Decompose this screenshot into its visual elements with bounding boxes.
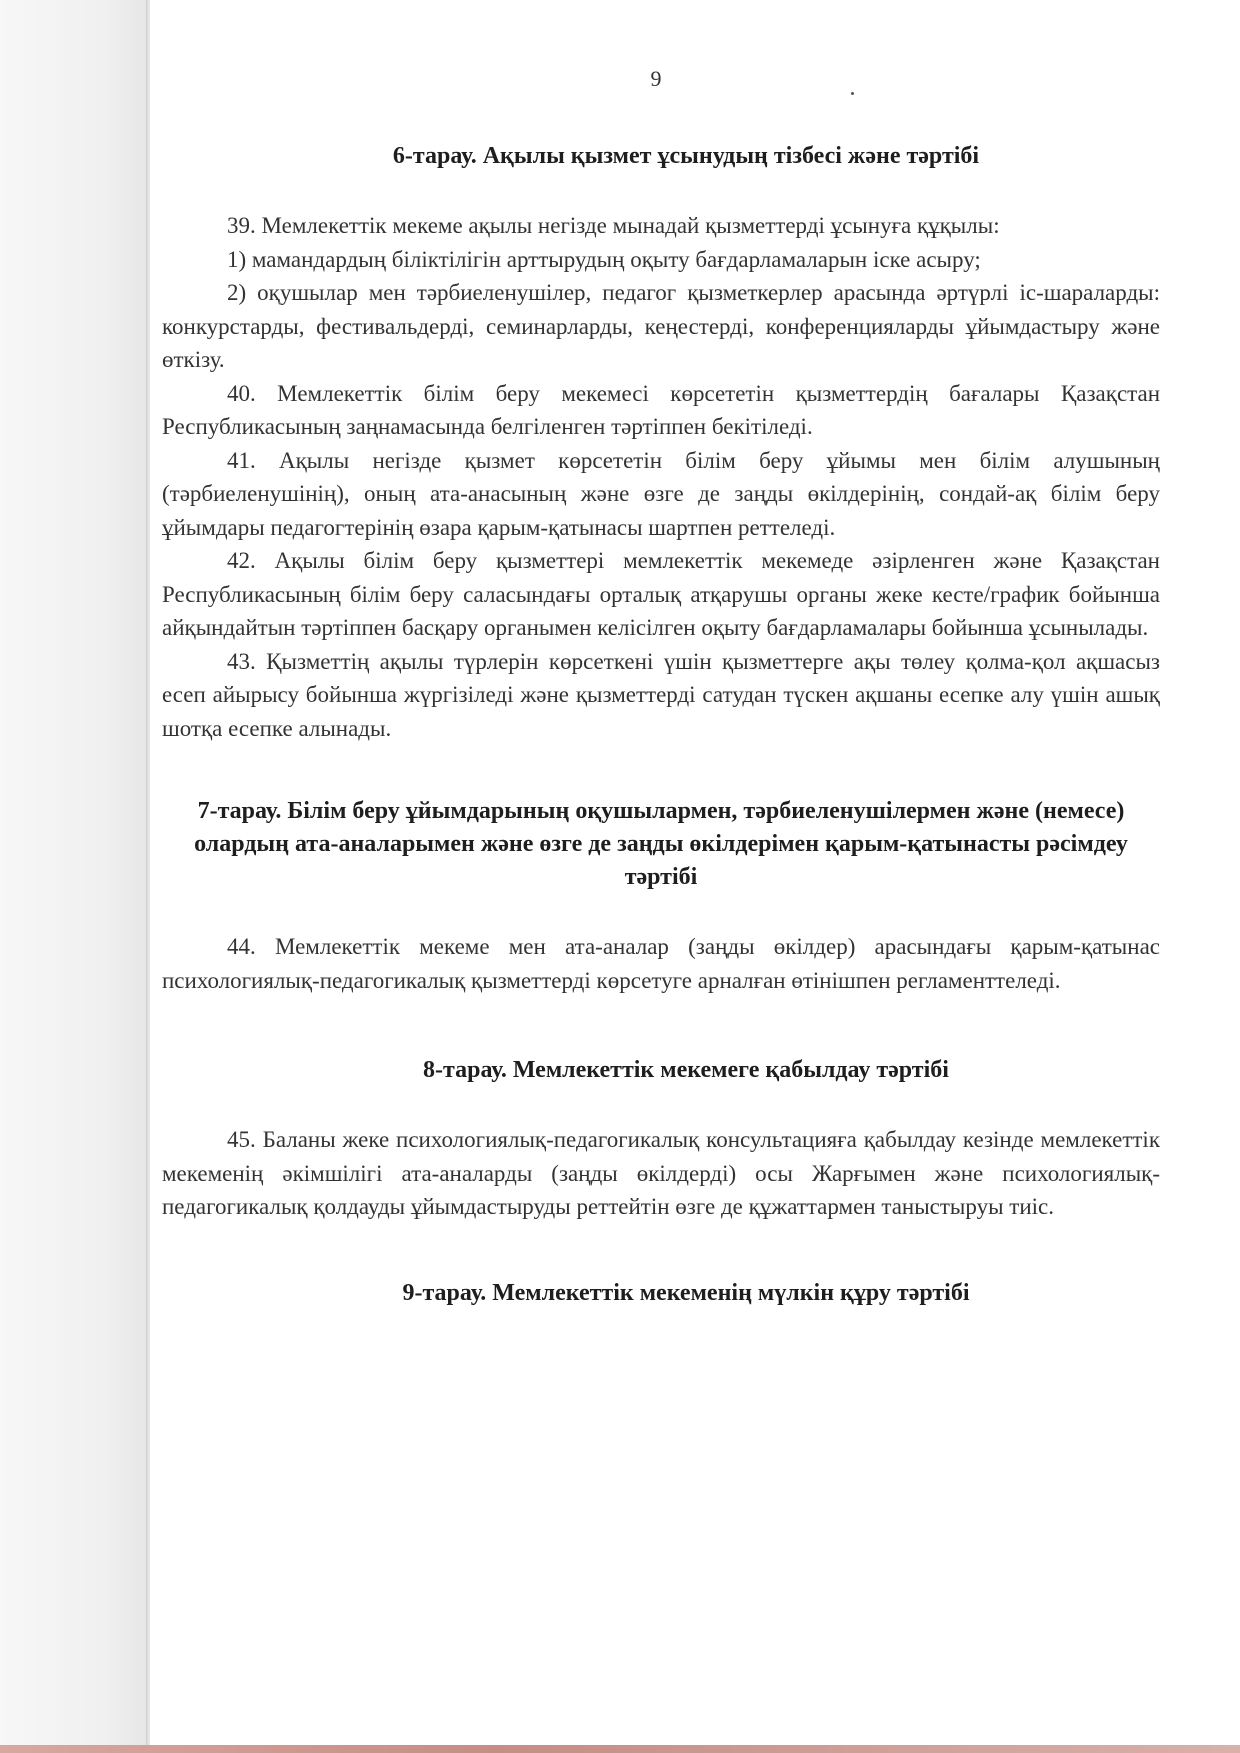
paragraph-39-item-1: 1) мамандардың біліктілігін арттырудың оқыту бағдарламаларын іске асыру; bbox=[227, 246, 981, 272]
section-7-title: 7-тарау. Білім беру ұйымдарының оқушылармен, тәрбиеленушілермен және (немесе) олардың ата-аналарымен және өзге де заңды өкілдерімен қарым-қатынасты рәсімдеу тәртібі bbox=[194, 798, 1128, 890]
paragraph-44: 44. Мемлекеттік мекеме мен ата-аналар (заңды өкілдер) арасындағы қарым-қатынас психологиялық-педагогикалық қызметтерді көрсетуге арналған өтінішпен регламенттеледі. bbox=[162, 934, 1160, 993]
paragraph-39-item-2: 2) оқушылар мен тәрбиеленушілер, педагог қызметкерлер арасында әртүрлі іс-шараларды: конкурстарды, фестивальдерді, семинарларды, кеңестерді, конференцияларды ұйымдастыру және өткізу. bbox=[162, 280, 1160, 372]
paragraph-45: 45. Баланы жеке психологиялық-педагогикалық консультацияға қабылдау кезінде мемлекеттік мекеменің әкімшілігі ата-аналарды (заңды өкілдерді) осы Жарғымен және психологиялық-педагогикалық қолдауды ұйымдастыруды реттейтін өзге де құжаттармен таныстыруы тиіс. bbox=[162, 1127, 1160, 1219]
document-body bbox=[162, 140, 1160, 1310]
scan-speck bbox=[851, 92, 854, 95]
scan-left-shadow bbox=[0, 0, 150, 1753]
paragraph-40: 40. Мемлекеттік білім беру мекемесі көрсететін қызметтердің бағалары Қазақстан Республикасының заңнамасында белгіленген тәртіппен бекітіледі. bbox=[162, 380, 1160, 439]
section-9-title: 9-тарау. Мемлекеттік мекеменің мүлкін құру тәртібі bbox=[402, 1279, 970, 1306]
paragraph-43: 43. Қызметтің ақылы түрлерін көрсеткені үшін қызметтерге ақы төлеу қолма-қол ақшасыз есеп айырысу бойынша жүргізіледі және қызметтерді сатудан түскен ақшаны есепке алу үшін ашық шотқа есепке алынады. bbox=[162, 648, 1160, 741]
scan-bottom-edge bbox=[0, 1745, 1240, 1753]
paragraph-41: 41. Ақылы негізде қызмет көрсететін білім беру ұйымы мен білім алушының (тәрбиеленушінің), оның ата-анасының және өзге де заңды өкілдерінің, сондай-ақ білім беру ұйымдары педагогтерінің өзара қарым-қатынасы шартпен реттеледі. bbox=[162, 447, 1160, 540]
page-number: 9 bbox=[650, 66, 662, 91]
section-6-title: 6-тарау. Ақылы қызмет ұсынудың тізбесі және тәртібі bbox=[392, 143, 980, 169]
scan-fold-line bbox=[146, 0, 149, 1753]
paragraph-42: 42. Ақылы білім беру қызметтері мемлекеттік мекемеде әзірленген және Қазақстан Республикасының білім беру саласындағы орталық атқарушы органы жеке кесте/график бойынша айқындайтын тәртіппен басқару органымен келісілген оқыту бағдарламалары бойынша ұсынылады. bbox=[162, 548, 1160, 640]
section-8-title: 8-тарау. Мемлекеттік мекемеге қабылдау тәртібі bbox=[423, 1057, 949, 1083]
paragraph-39: 39. Мемлекеттік мекеме ақылы негізде мынадай қызметтерді ұсынуға құқылы: bbox=[227, 213, 1000, 238]
